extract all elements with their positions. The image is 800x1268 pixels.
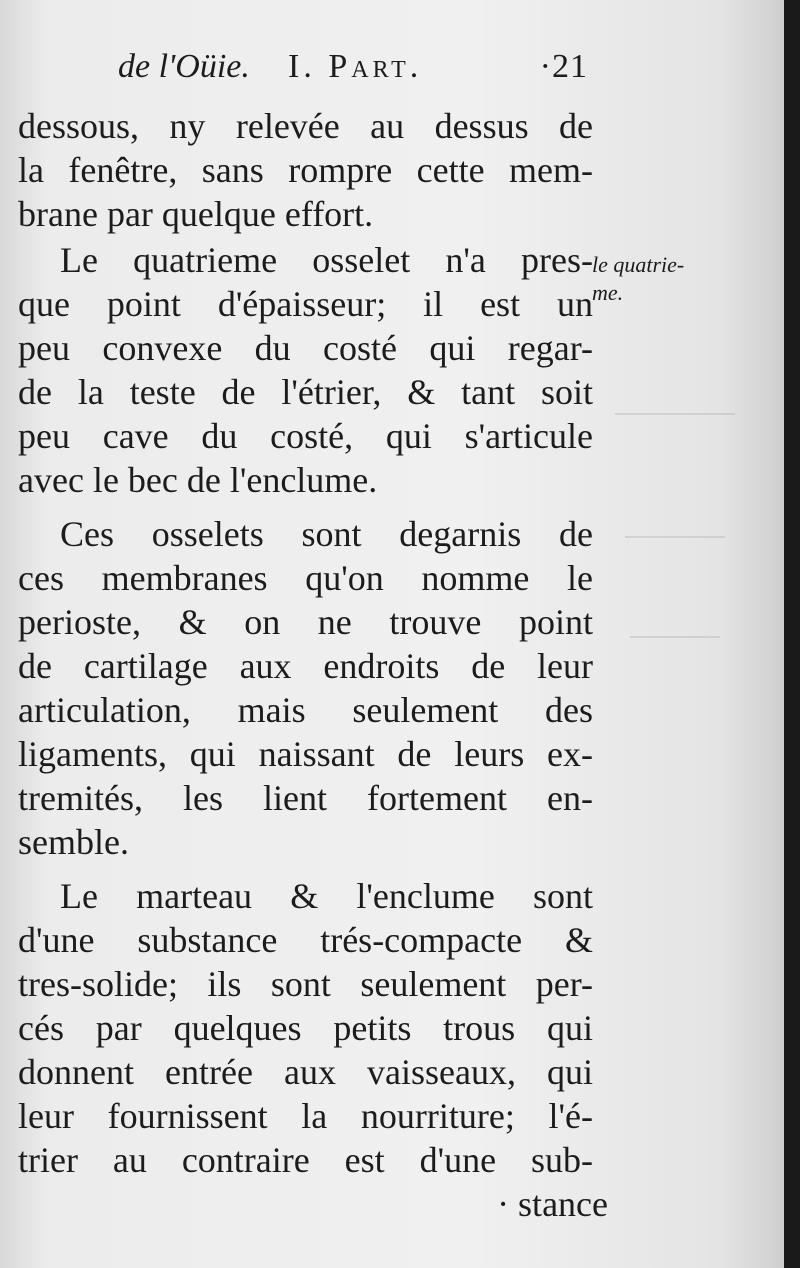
text-line: ligaments, qui naissant de leurs ex- [18, 734, 593, 774]
running-head-title: de l'Oüie. [118, 48, 250, 85]
text-line: d'une substance trés-compacte & [18, 920, 593, 960]
text-line: de la teste de l'étrier, & tant soit [18, 372, 593, 412]
text-line: que point d'épaisseur; il est un [18, 284, 593, 324]
text-line: la fenêtre, sans rompre cette mem- [18, 150, 593, 190]
running-head [118, 48, 588, 92]
text-line: articulation, mais seulement des [18, 690, 593, 730]
show-through-mark [630, 620, 720, 638]
text-line: donnent entrée aux vaisseaux, qui [18, 1052, 593, 1092]
text-line: cés par quelques petits trous qui [18, 1008, 593, 1048]
text-line: Le quatrieme osselet n'a pres- [60, 240, 593, 280]
text-line: peu cave du costé, qui s'articule [18, 416, 593, 456]
text-line: dessous, ny relevée au dessus de [18, 106, 593, 146]
text-line: semble. [18, 822, 129, 862]
text-line: Le marteau & l'enclume sont [60, 876, 593, 916]
text-line: peu convexe du costé qui regar- [18, 328, 593, 368]
catchword: · stance [497, 1184, 608, 1224]
text-line: perioste, & on ne trouve point [18, 602, 593, 642]
margin-note-line: me. [592, 280, 624, 305]
running-head-part: I. Part. [288, 48, 423, 85]
text-line: brane par quelque effort. [18, 194, 374, 234]
margin-note-line: le quatrie- [592, 252, 685, 277]
text-line: avec le bec de l'enclume. [18, 460, 378, 500]
text-line: trier au contraire est d'une sub- [18, 1140, 593, 1180]
show-through-mark [625, 520, 725, 538]
text-line: ces membranes qu'on nomme le [18, 558, 593, 598]
text-line: leur fournissent la nourriture; l'é- [18, 1096, 593, 1136]
text-line: tremités, les lient fortement en- [18, 778, 593, 818]
show-through-mark [615, 395, 735, 415]
text-line: Ces osselets sont degarnis de [60, 514, 593, 554]
text-line: de cartilage aux endroits de leur [18, 646, 593, 686]
text-line: tres-solide; ils sont seulement per- [18, 964, 593, 1004]
page-number: ·21 [539, 48, 588, 85]
